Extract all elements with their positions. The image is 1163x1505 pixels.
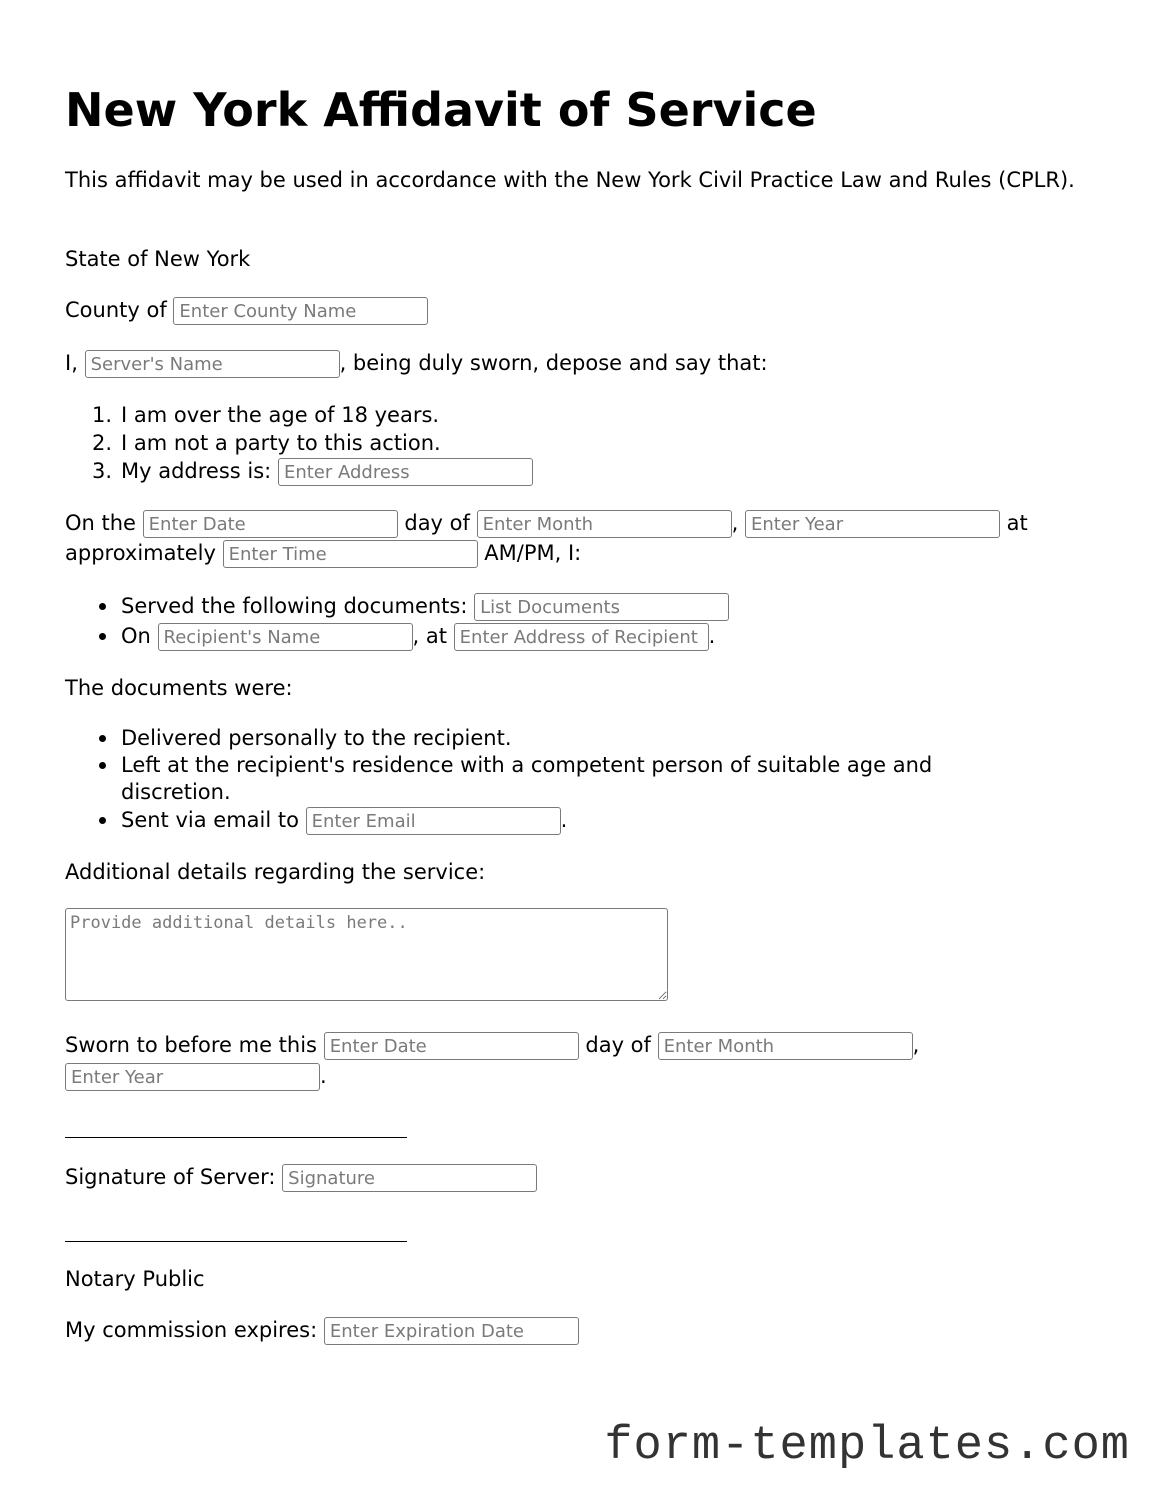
county-label: County of bbox=[65, 298, 167, 322]
ampm-label: AM/PM, I: bbox=[484, 541, 582, 565]
commission-label: My commission expires: bbox=[65, 1318, 318, 1342]
email-input[interactable] bbox=[306, 807, 561, 835]
state-line: State of New York bbox=[65, 247, 251, 271]
on-label: On bbox=[121, 624, 151, 648]
sworn-month-input[interactable] bbox=[658, 1032, 913, 1060]
comma: , bbox=[912, 1033, 920, 1057]
service-date-row bbox=[65, 507, 1028, 539]
sworn-year-input[interactable] bbox=[65, 1063, 320, 1091]
bullet-icon bbox=[99, 603, 106, 610]
documents-input[interactable] bbox=[474, 593, 729, 621]
method-delivered: Delivered personally to the recipient. bbox=[121, 726, 512, 750]
footer-watermark: form-templates.com bbox=[604, 1420, 1130, 1473]
sworn-year-row bbox=[65, 1060, 327, 1092]
county-input[interactable] bbox=[173, 297, 428, 325]
period: . bbox=[320, 1064, 327, 1088]
statement-text: I am not a party to this action. bbox=[121, 431, 441, 455]
oath-prefix: I, bbox=[65, 351, 78, 375]
bullet-icon bbox=[99, 817, 106, 824]
bullet-icon bbox=[99, 762, 106, 769]
sworn-label: Sworn to before me this bbox=[65, 1033, 317, 1057]
approximately-label: approximately bbox=[65, 541, 216, 565]
commission-row bbox=[65, 1314, 579, 1346]
service-year-input[interactable] bbox=[745, 510, 1000, 538]
sworn-row bbox=[65, 1029, 919, 1061]
at-label: , at bbox=[412, 624, 447, 648]
additional-label: Additional details regarding the service: bbox=[65, 860, 486, 884]
day-of-label: day of bbox=[585, 1033, 651, 1057]
signature-row bbox=[65, 1161, 537, 1193]
oath-suffix: , being duly sworn, depose and say that: bbox=[339, 351, 768, 375]
statement-number: 2. bbox=[92, 431, 113, 455]
signature-input[interactable] bbox=[282, 1164, 537, 1192]
method-left-line2: discretion. bbox=[121, 780, 231, 804]
service-time-row bbox=[65, 537, 581, 569]
method-left-line1: Left at the recipient's residence with a competent person of suitable age and bbox=[121, 753, 933, 777]
service-month-input[interactable] bbox=[477, 510, 732, 538]
intro-text: This affidavit may be used in accordance with the New York Civil Practice Law and Rules (CPLR). bbox=[65, 168, 1075, 192]
server-address-input[interactable] bbox=[278, 458, 533, 486]
notary-signature-line bbox=[65, 1241, 407, 1242]
page-title: New York Affidavit of Service bbox=[65, 83, 817, 137]
documents-label: Served the following documents: bbox=[121, 594, 468, 618]
oath-row bbox=[65, 347, 768, 379]
signature-line bbox=[65, 1137, 407, 1138]
service-date-input[interactable] bbox=[143, 510, 398, 538]
statement-text: I am over the age of 18 years. bbox=[121, 403, 440, 427]
period: . bbox=[708, 624, 716, 648]
additional-details-textarea[interactable] bbox=[65, 908, 668, 1001]
recipient-name-input[interactable] bbox=[158, 623, 413, 651]
server-name-input[interactable] bbox=[85, 350, 340, 378]
bullet-icon bbox=[99, 633, 106, 640]
bullet-icon bbox=[99, 735, 106, 742]
day-of-label: day of bbox=[404, 511, 470, 535]
on-the-label: On the bbox=[65, 511, 136, 535]
service-time-input[interactable] bbox=[223, 540, 478, 568]
address-label: My address is: bbox=[121, 459, 272, 483]
period: . bbox=[560, 808, 568, 832]
county-row bbox=[65, 294, 428, 326]
recipient-address-input[interactable] bbox=[454, 623, 709, 651]
statement-text bbox=[121, 455, 533, 487]
statement-number: 3. bbox=[92, 459, 113, 483]
at-label: at bbox=[1006, 511, 1028, 535]
comma: , bbox=[731, 511, 739, 535]
sworn-date-input[interactable] bbox=[324, 1032, 579, 1060]
signature-label: Signature of Server: bbox=[65, 1165, 276, 1189]
documents-were-heading: The documents were: bbox=[65, 676, 293, 700]
commission-expiration-input[interactable] bbox=[324, 1317, 579, 1345]
email-label: Sent via email to bbox=[121, 808, 299, 832]
statement-number: 1. bbox=[92, 403, 113, 427]
notary-label: Notary Public bbox=[65, 1267, 205, 1291]
